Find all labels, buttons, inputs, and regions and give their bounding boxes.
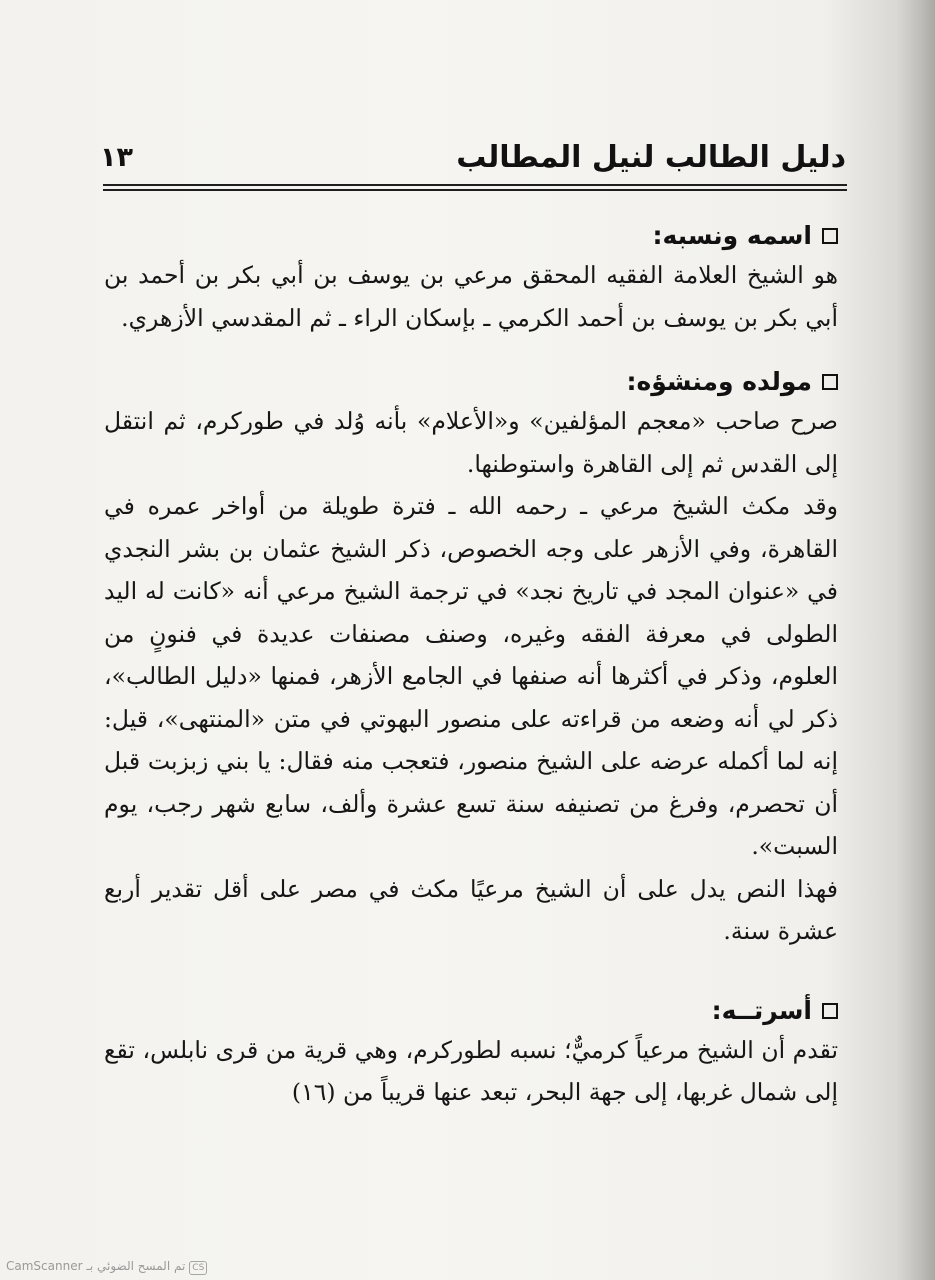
section-heading (104, 364, 838, 400)
section-name-lineage (104, 218, 838, 339)
book-title: دليل الطالب لنيل المطالب (456, 140, 846, 175)
header-rule (103, 189, 847, 191)
section-heading (104, 218, 838, 254)
paragraph: هو الشيخ العلامة الفقيه المحقق مرعي بن يوسف بن أبي بكر بن أحمد بن أبي بكر بن يوسف بن أحمد الكرمي ـ بإسكان الراء ـ ثم المقدسي الأزهري. (104, 261, 838, 332)
paragraph: تقدم أن الشيخ مرعياً كرميٌّ؛ نسبه لطوركرم، وهي قرية من قرى نابلس، تقع إلى شمال غربها، إلى جهة البحر، تبعد عنها قريباً من (١٦) (104, 1035, 838, 1106)
section-heading (104, 993, 838, 1029)
section-heading-text: اسمه ونسبه: (652, 221, 812, 250)
main-text (104, 218, 838, 1114)
paragraph: وقد مكث الشيخ مرعي ـ رحمه الله ـ فترة طويلة من أواخر عمره في القاهرة، وفي الأزهر على وجه الخصوص، ذكر الشيخ عثمان بن بشر النجدي في «عنوان المجد في تاريخ نجد» في ترجمة الشيخ مرعي أنه «كانت له اليد الطولى في معرفة الفقه وغيره، وصنف مصنفات عديدة في فنونٍ من العلوم، وذكر في أكثرها أنه صنفها في الجامع الأزهر، فمنها «دليل الطالب»، ذكر لي أنه وضعه من قراءته على منصور البهوتي في متن «المنتهى»، قيل: إنه لما أكمله عرضه على الشيخ منصور، فتعجب منه فقال: يا بني زبزبت قبل أن تحصرم، وفرغ من تصنيفه سنة تسع عشرة وألف، سابع شهر رجب، يوم السبت». (104, 492, 838, 860)
section-birth-upbringing (104, 364, 838, 953)
checkbox-icon (822, 374, 838, 390)
paragraph: فهذا النص يدل على أن الشيخ مرعيًا مكث في مصر على أقل تقدير أربع عشرة سنة. (104, 874, 838, 945)
checkbox-icon (822, 1003, 838, 1019)
page-number: ١٣ (100, 142, 133, 173)
scanner-watermark (6, 1259, 207, 1275)
section-heading-text: مولده ومنشؤه: (626, 367, 812, 396)
page-edge-shadow (897, 0, 935, 1280)
checkbox-icon (822, 228, 838, 244)
header-rule (103, 184, 847, 186)
camscanner-logo-icon: CS (189, 1261, 207, 1275)
running-header (100, 138, 846, 184)
paragraph: صرح صاحب «معجم المؤلفين» و«الأعلام» بأنه وُلد في طوركرم، ثم انتقل إلى القدس ثم إلى القاهرة واستوطنها. (104, 407, 838, 478)
section-heading-text: أسرتــه: (711, 995, 812, 1025)
watermark-text: تم المسح الضوئي بـ CamScanner (6, 1259, 186, 1273)
section-family (104, 993, 838, 1114)
